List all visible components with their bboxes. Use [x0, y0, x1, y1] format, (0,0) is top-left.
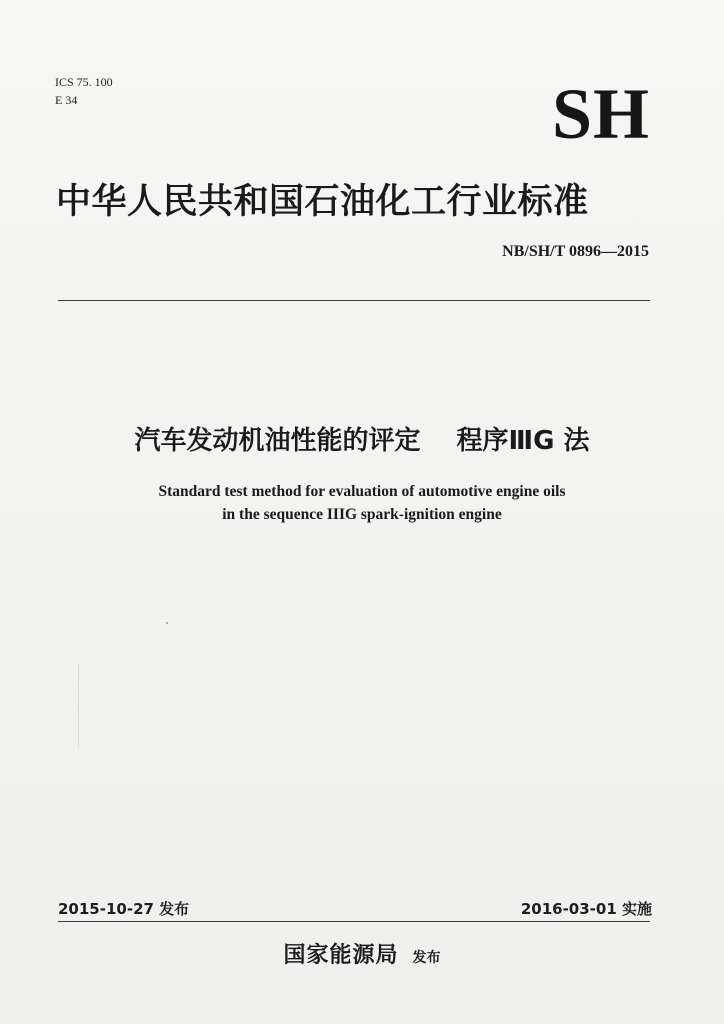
top-divider [58, 300, 650, 301]
chinese-title-sub: 程序ⅢG 法 [456, 426, 590, 456]
publisher-line [0, 941, 724, 973]
ccs-code: E 34 [55, 93, 78, 107]
publisher-name: 国家能源局 [283, 943, 399, 968]
english-title [0, 480, 724, 526]
english-title-line-1: Standard test method for evaluation of automotive engine oils [158, 483, 566, 500]
standard-number: NB/SH/T 0896—2015 [502, 243, 649, 260]
scan-artifact-line [78, 663, 79, 748]
chinese-title [0, 421, 724, 461]
issue-date: 2015-10-27 发布 [58, 900, 190, 918]
publisher-verb: 发布 [412, 950, 441, 966]
bottom-divider [58, 921, 650, 922]
scan-artifact-dot [166, 622, 168, 624]
ics-code: ICS 75. 100 [55, 75, 113, 89]
industry-standard-title: 中华人民共和国石油化工行业标准 [56, 182, 589, 222]
chinese-title-main: 汽车发动机油性能的评定 [134, 426, 421, 456]
classification-block [55, 73, 113, 109]
implementation-date: 2016-03-01 实施 [520, 900, 652, 918]
english-title-line-2: in the sequence IIIG spark-ignition engine [222, 506, 502, 523]
standard-code-logo: SH [551, 74, 650, 154]
